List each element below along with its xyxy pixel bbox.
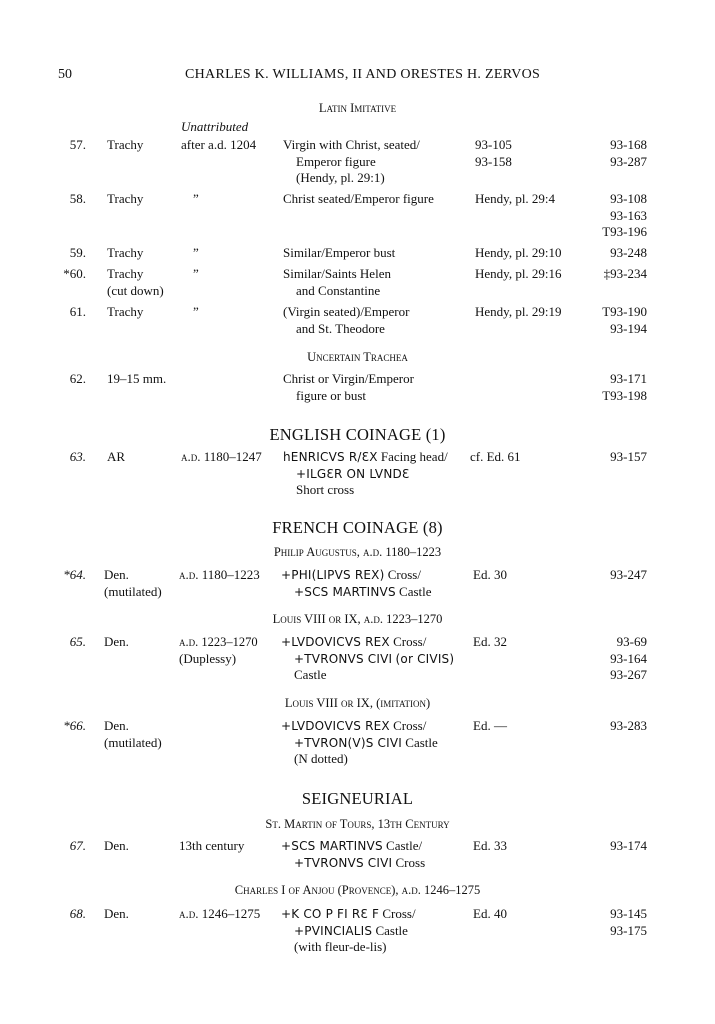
description: Similar/Emperor bust	[283, 245, 396, 260]
inventory-line: 93-267	[610, 667, 647, 682]
inventory-line: 93-163	[610, 207, 647, 223]
running-header	[0, 67, 715, 87]
denomination	[104, 718, 162, 751]
denomination: Trachy	[107, 191, 144, 206]
entry-number-58: 58.	[69, 191, 86, 206]
ditto-mark: ”	[193, 266, 199, 281]
ditto-mark: ”	[193, 191, 199, 206]
inventory-line: 93-69	[616, 634, 647, 649]
inventory-line: 93-168	[610, 137, 647, 152]
denomination-note: (mutilated)	[104, 734, 162, 750]
inventory	[610, 906, 647, 939]
inventory: 93-157	[610, 449, 647, 464]
subsection-st-martin: St. Martin of Tours, 13th Century	[265, 817, 450, 831]
desc-line: (Virgin seated)/Emperor	[283, 304, 410, 319]
obverse-type: Cross/	[387, 567, 421, 582]
description	[281, 906, 416, 956]
description	[281, 718, 438, 768]
inventory-line: 93-171	[610, 371, 647, 386]
denomination: AR	[107, 449, 126, 464]
reference: Ed. —	[473, 718, 507, 733]
legend-obverse: hENRICVS R/ƐX	[283, 450, 378, 464]
inventory-line: 93-287	[610, 153, 647, 169]
desc-note: (N dotted)	[294, 751, 348, 766]
desc-line: figure or bust	[296, 387, 367, 403]
legend-obverse: +LVDOVICVS REX	[281, 635, 390, 649]
inventory: 93-283	[610, 718, 647, 733]
denomination: Trachy	[107, 245, 144, 260]
subsection-louis: Louis VIII or IX, a.d. 1223–1270	[272, 612, 443, 626]
reference-line: 93-105	[475, 137, 512, 152]
inventory-line: T93-198	[602, 387, 647, 403]
entry-number-63: 63.	[69, 449, 86, 464]
entry-number-65: 65.	[69, 634, 86, 649]
denomination-line: Den.	[104, 718, 129, 733]
section-french-coinage: FRENCH COINAGE (8)	[272, 518, 443, 537]
inventory	[602, 371, 647, 404]
desc-line: and Constantine	[296, 282, 381, 298]
date	[179, 634, 258, 667]
desc-note: (with fleur-de-lis)	[294, 939, 387, 954]
description	[281, 838, 425, 871]
reverse-type: Short cross	[296, 482, 355, 497]
denomination: Den.	[104, 838, 129, 853]
description	[283, 304, 409, 337]
reverse-type: Castle	[405, 734, 438, 750]
denomination-note: (cut down)	[107, 282, 164, 298]
denomination: Den.	[104, 906, 129, 921]
reference: Hendy, pl. 29:16	[475, 266, 562, 281]
description	[283, 449, 448, 499]
desc-line: Christ or Virgin/Emperor	[283, 371, 414, 386]
ditto-mark: ”	[193, 245, 199, 260]
reverse-type: Castle	[294, 667, 327, 682]
page-number: 50	[58, 67, 72, 82]
denomination	[107, 266, 164, 299]
description	[281, 634, 454, 684]
legend-reverse: +TVRONVS CIVI	[294, 855, 393, 870]
reference	[475, 137, 512, 170]
inventory-line: 93-145	[610, 906, 647, 921]
entry-number-60: *60.	[63, 266, 86, 281]
inventory-line: 93-175	[610, 922, 647, 938]
inventory-line: 93-164	[610, 650, 647, 666]
legend-obverse: +LVDOVICVS REX	[281, 719, 390, 733]
section-uncertain-trachea: Uncertain Trachea	[307, 350, 408, 364]
date: a.d. 1180–1247	[181, 449, 262, 464]
entry-number-68: 68.	[69, 906, 86, 921]
legend-reverse: +TVRON(V)S CIVI	[294, 735, 403, 750]
date-line: a.d. 1223–1270	[179, 635, 258, 649]
description: Christ seated/Emperor figure	[283, 191, 434, 206]
obverse-type: Castle/	[386, 838, 423, 853]
inventory-line: T93-190	[602, 304, 647, 319]
legend-variant: (or CIVIS)	[395, 651, 455, 666]
subsection-philip-augustus: Philip Augustus, a.d. 1180–1223	[273, 545, 442, 559]
ditto-mark: ”	[193, 304, 199, 319]
date: a.d. 1246–1275	[179, 906, 261, 921]
reverse-type: Castle	[399, 583, 432, 599]
desc-line: Emperor figure	[296, 153, 376, 169]
reference: Ed. 33	[473, 838, 507, 853]
legend-reverse: +TVRONVS CIVI	[294, 651, 393, 666]
reference: Hendy, pl. 29:10	[475, 245, 562, 260]
denomination	[104, 567, 162, 600]
inventory	[602, 191, 647, 241]
description	[283, 371, 414, 404]
reference-line: 93-158	[475, 153, 512, 169]
legend-reverse: +SCS MARTINVS	[294, 584, 396, 599]
date: 13th century	[179, 838, 245, 853]
reference: Ed. 32	[473, 634, 507, 649]
denomination: Trachy	[107, 137, 144, 152]
date: after a.d. 1204	[181, 137, 257, 152]
description	[283, 266, 391, 299]
inventory	[602, 304, 647, 337]
reverse-type: Castle	[375, 922, 408, 938]
description	[281, 567, 432, 600]
inventory: 93-174	[610, 838, 647, 853]
legend-obverse: +PHI(LIPVS REX)	[281, 568, 385, 582]
section-english-coinage: ENGLISH COINAGE (1)	[269, 425, 446, 444]
entry-number-59: 59.	[69, 245, 86, 260]
desc-line: Virgin with Christ, seated/	[283, 137, 420, 152]
reference: cf. Ed. 61	[470, 449, 521, 464]
inventory-line: T93-196	[602, 224, 647, 239]
reference: Ed. 40	[473, 906, 507, 921]
inventory-line: 93-194	[610, 320, 647, 336]
denomination: Den.	[104, 634, 129, 649]
entry-number-61: 61.	[69, 304, 86, 319]
denomination-line: Trachy	[107, 266, 144, 281]
denomination-note: (mutilated)	[104, 583, 162, 599]
description	[283, 137, 420, 187]
entry-number-57: 57.	[69, 137, 86, 152]
author-line: CHARLES K. WILLIAMS, II AND ORESTES H. ZERVOS	[185, 67, 541, 82]
denomination: 19–15 mm.	[107, 371, 167, 386]
inventory: 93-248	[610, 245, 647, 260]
entry-number-62: 62.	[69, 371, 86, 386]
desc-line: Similar/Saints Helen	[283, 266, 391, 281]
reference: Hendy, pl. 29:19	[475, 304, 562, 319]
legend-reverse: +PVINCIALIS	[294, 923, 373, 938]
inventory	[610, 634, 647, 684]
denomination-line: Den.	[104, 567, 129, 582]
inventory: 93-247	[610, 567, 647, 582]
legend-reverse: +ILGƐR ON LVNDƐ	[296, 466, 410, 481]
reference: Ed. 30	[473, 567, 507, 582]
date-note: (Duplessy)	[179, 650, 237, 666]
reference: Hendy, pl. 29:4	[475, 191, 556, 206]
date-label-unattributed: Unattributed	[181, 119, 249, 134]
section-latin-imitative: Latin Imitative	[318, 101, 397, 115]
denomination: Trachy	[107, 304, 144, 319]
legend-obverse: +SCS MARTINVS	[281, 839, 383, 853]
entry-number-64: *64.	[63, 567, 86, 582]
desc-line: and St. Theodore	[296, 320, 385, 336]
desc-line: (Hendy, pl. 29:1)	[296, 170, 385, 185]
legend-obverse: +K CO P FI RƐ F	[281, 907, 380, 921]
entry-number-66: *66.	[63, 718, 86, 733]
reverse-type: Cross	[395, 854, 426, 870]
section-seigneurial: SEIGNEURIAL	[301, 789, 414, 808]
inventory-line: 93-108	[610, 191, 647, 206]
inventory	[610, 137, 647, 170]
entry-number-67: 67.	[69, 838, 86, 853]
date: a.d. 1180–1223	[179, 567, 260, 582]
inventory: ‡93-234	[603, 266, 647, 281]
obverse-type: Cross/	[382, 906, 416, 921]
obverse-type: Cross/	[393, 634, 427, 649]
obverse-type: Facing head/	[380, 449, 448, 464]
obverse-type: Cross/	[393, 718, 427, 733]
subsection-charles-anjou: Charles I of Anjou (Provence), a.d. 1246–1275	[234, 883, 481, 897]
subsection-louis-imitation: Louis VIII or IX, (imitation)	[284, 696, 431, 710]
